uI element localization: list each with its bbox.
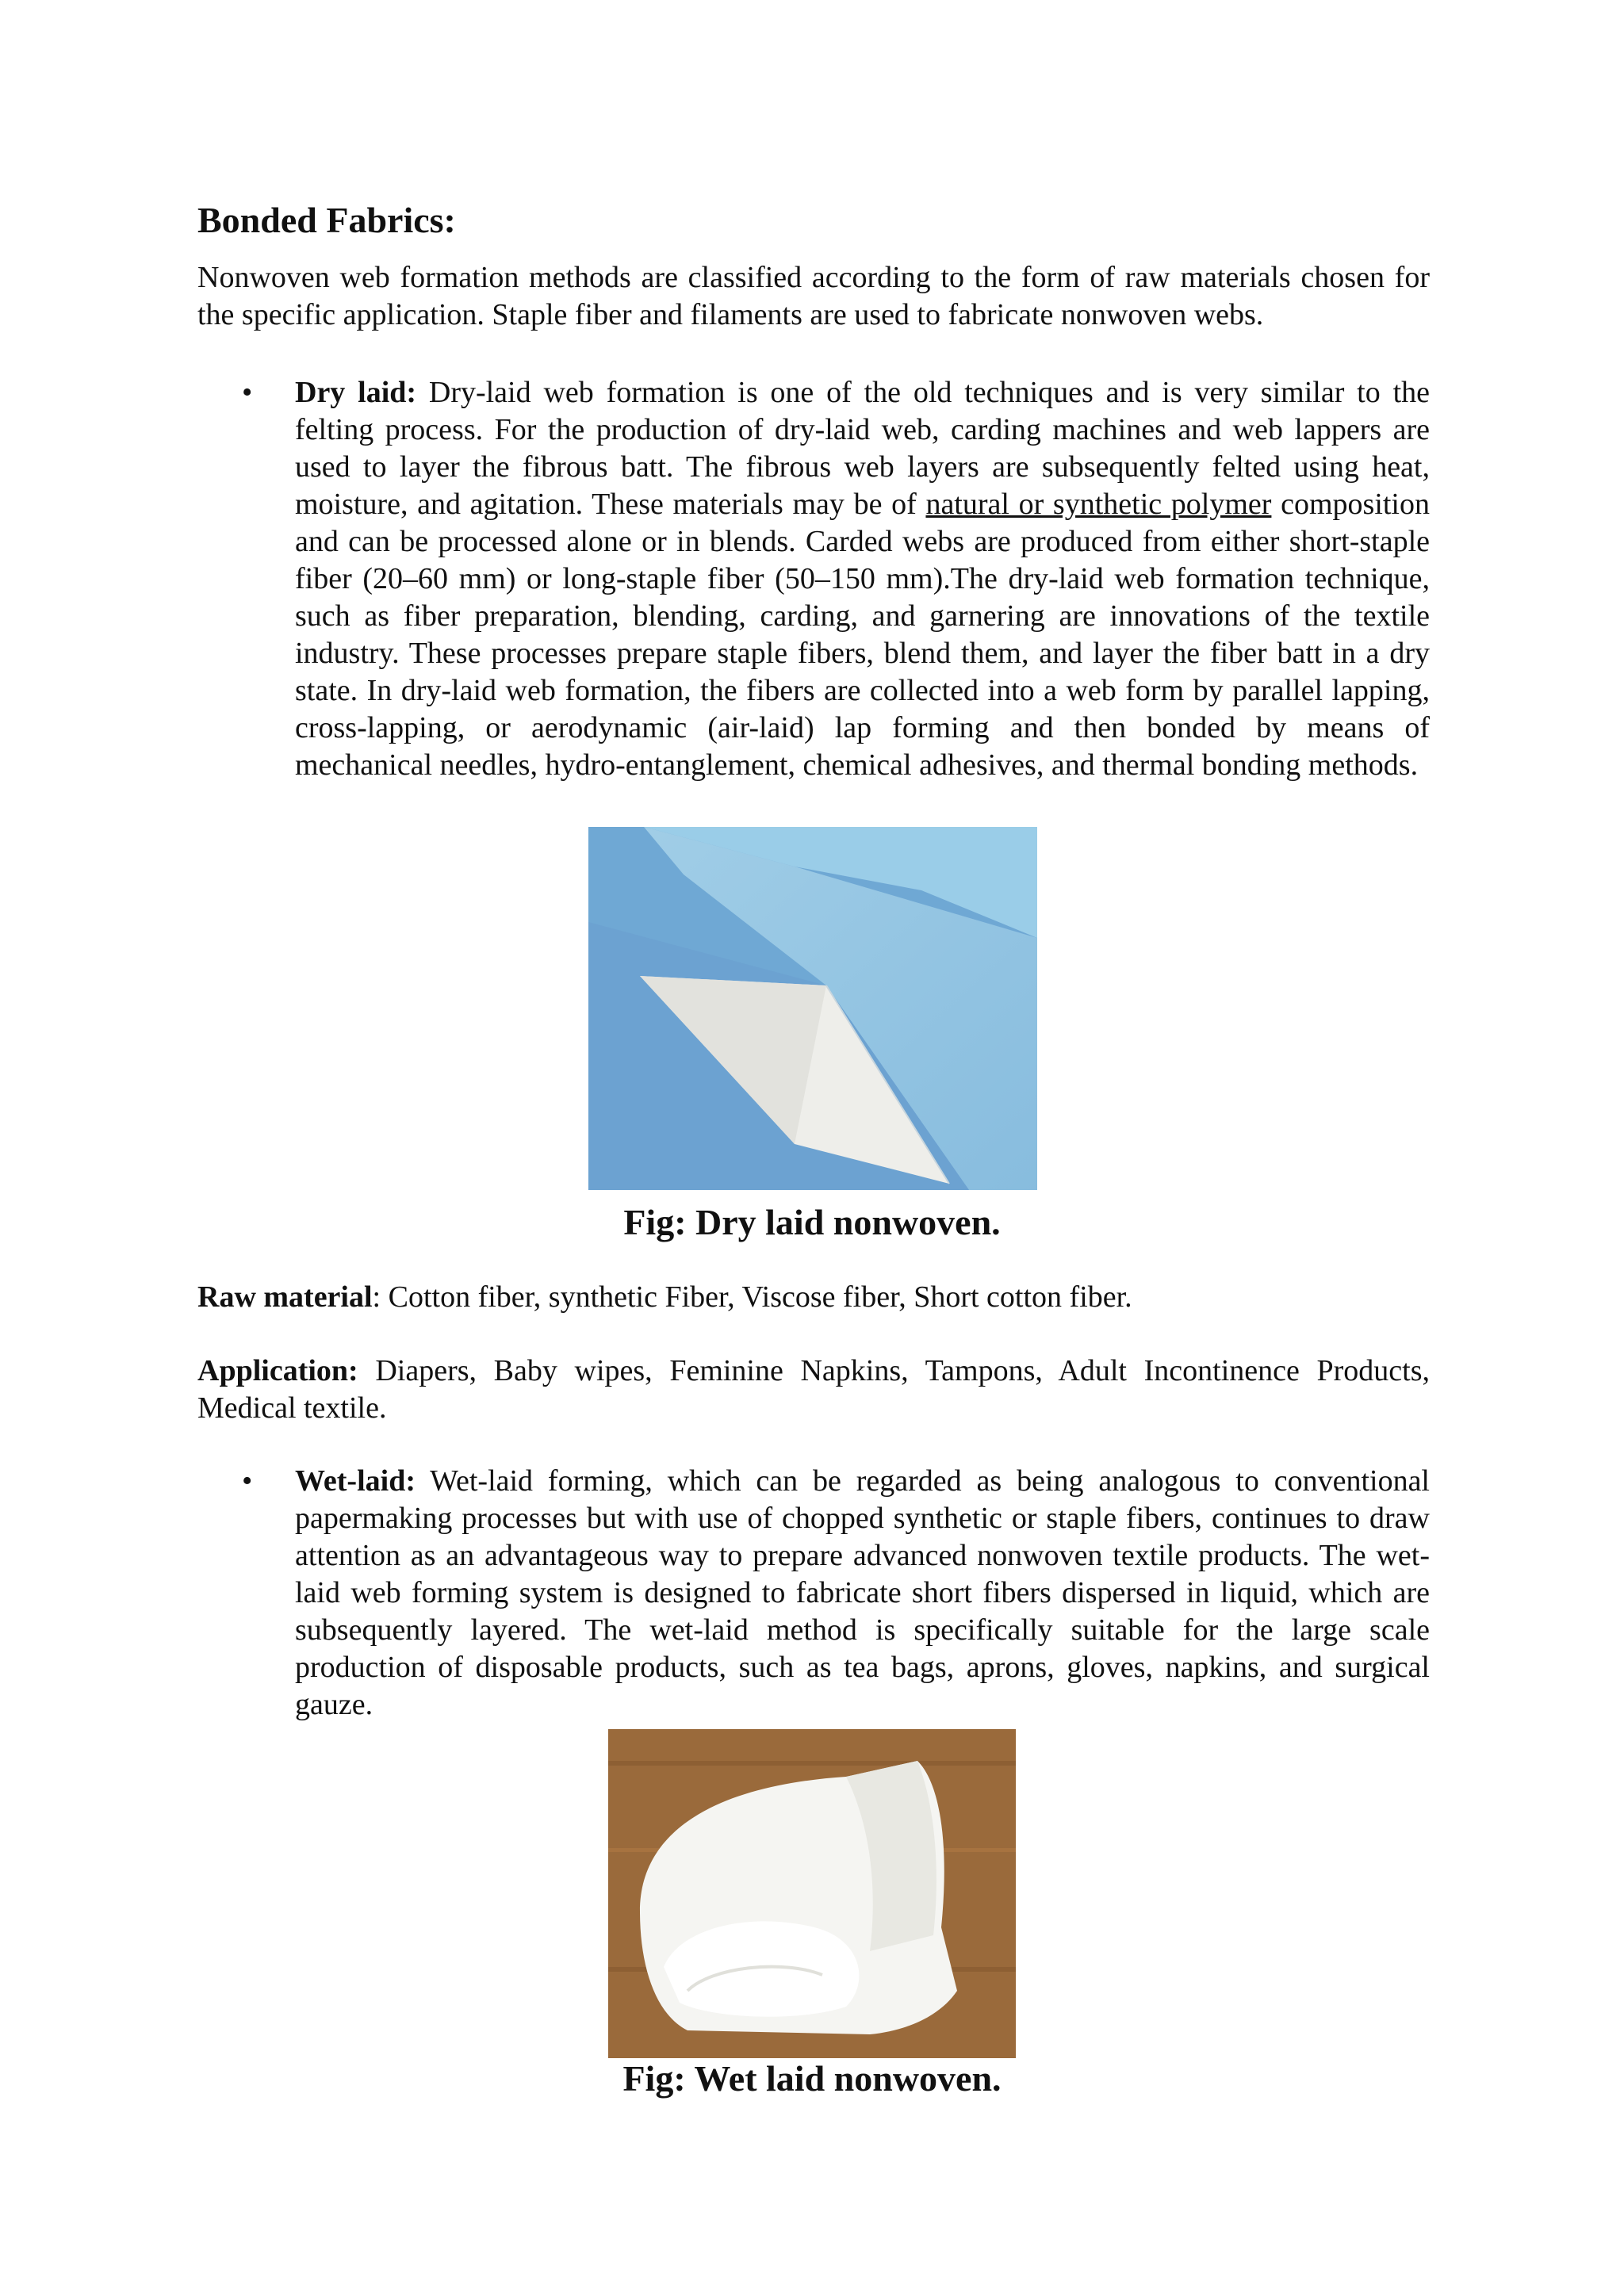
- application-label: Application:: [197, 1354, 358, 1387]
- dry-laid-label: Dry laid:: [295, 376, 417, 409]
- application-paragraph: [197, 1353, 1430, 1427]
- dry-laid-text-1: Dry-laid web formation is one of the old techniques and is very similar to the felting process. For the production of dry-laid web, carding machines and web lappers are used to layer the fibrous batt. The fibrous web layers are subsequently felted using heat, moisture, and agitation. These materials may be of: [295, 376, 1430, 521]
- bullet-icon: •: [242, 376, 253, 409]
- raw-material-paragraph: [197, 1279, 1430, 1316]
- section-heading: Bonded Fabrics:: [197, 200, 456, 240]
- wet-laid-nonwoven-image: [608, 1729, 1016, 2058]
- dry-laid-text-2: composition and can be processed alone or in blends. Carded webs are produced from either short-staple fiber (20–60 mm) or long-staple fiber (50–150 mm).The dry-laid web formation technique, such as fiber preparation, blending, carding, and garnering are innovations of the textile industry. These processes prepare staple fibers, blend them, and layer the fiber batt in a dry state. In dry-laid web formation, the fibers are collected into a web form by parallel lapping, cross-lapping, or aerodynamic (air-laid) lap forming and then bonded by means of mechanical needles, hydro-entanglement, chemical adhesives, and thermal bonding methods.: [295, 488, 1430, 782]
- dry-laid-caption: Fig: Dry laid nonwoven.: [623, 1202, 1001, 1242]
- bullet-icon: •: [242, 1464, 253, 1498]
- wet-laid-paragraph: [295, 1463, 1430, 1724]
- wet-laid-text: Wet-laid forming, which can be regarded as being analogous to conventional papermaking processes but with use of chopped synthetic or staple fibers, continues to draw attention as an advantageous way to prepare advanced nonwoven textile products. The wet-laid web forming system is designed to fabricate short fibers dispersed in liquid, which are subsequently layered. The wet-laid method is specifically suitable for the large scale production of disposable products, such as tea bags, aprons, gloves, napkins, and surgical gauze.: [295, 1464, 1430, 1721]
- dry-laid-paragraph: [295, 374, 1430, 784]
- wet-laid-illustration: [608, 1729, 1016, 2058]
- application-text: Diapers, Baby wipes, Feminine Napkins, Tampons, Adult Incontinence Products, Medical textile.: [197, 1354, 1430, 1425]
- raw-material-text: : Cotton fiber, synthetic Fiber, Viscose fiber, Short cotton fiber.: [372, 1280, 1132, 1314]
- wet-laid-label: Wet-laid:: [295, 1464, 416, 1498]
- raw-material-label: Raw material: [197, 1280, 373, 1314]
- dry-laid-illustration: [588, 827, 1037, 1190]
- natural-synthetic-polymer-link[interactable]: natural or synthetic polymer: [925, 488, 1272, 521]
- intro-paragraph: Nonwoven web formation methods are classified according to the form of raw materials chosen for the specific application. Staple fiber and filaments are used to fabricate nonwoven webs.: [197, 261, 1430, 331]
- dry-laid-nonwoven-image: [588, 827, 1037, 1190]
- wet-laid-caption: Fig: Wet laid nonwoven.: [622, 2058, 1002, 2099]
